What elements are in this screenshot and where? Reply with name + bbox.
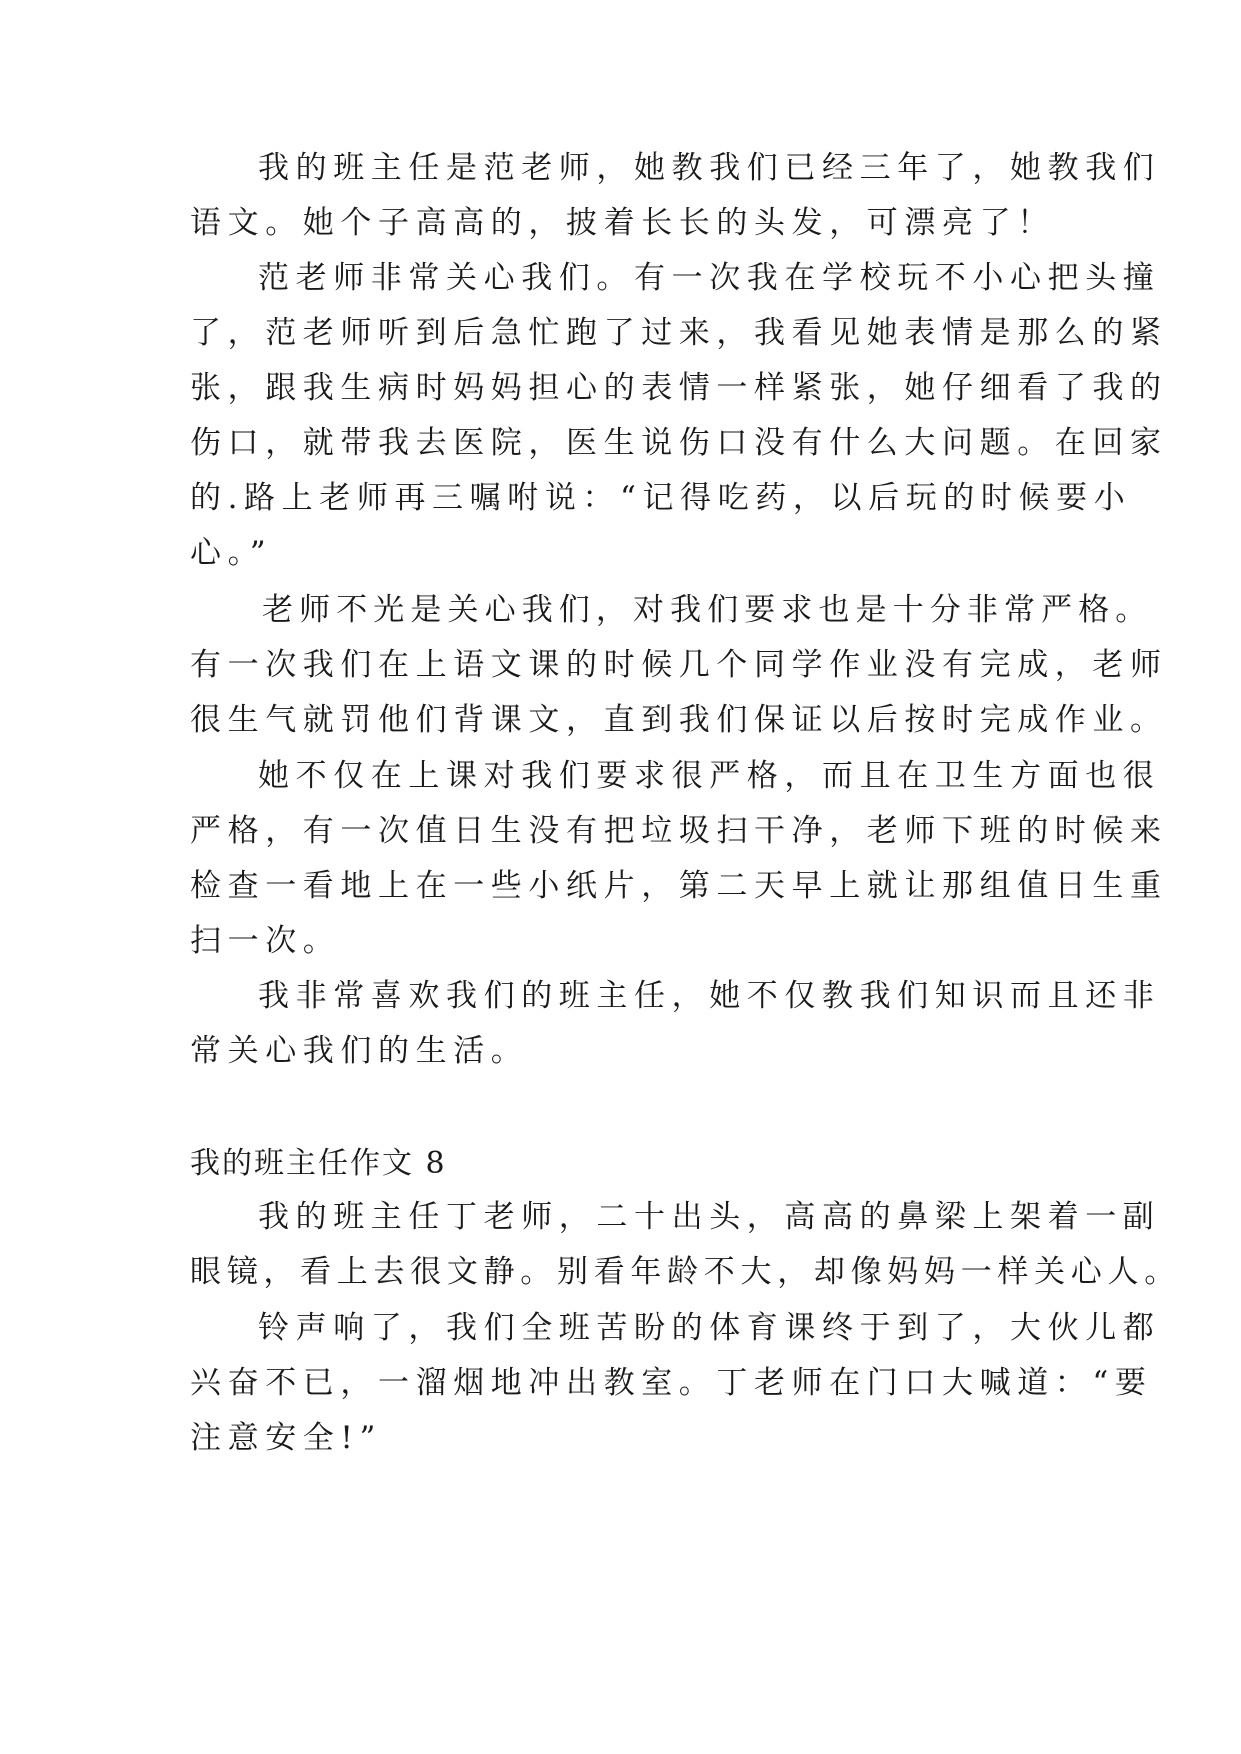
text-line: 老师不光是关心我们，对我们要求也是十分非常严格。: [262, 592, 1153, 628]
text-line: 兴奋不已，一溜烟地冲出教室。丁老师在门口大喊道：“要: [190, 1365, 1153, 1401]
text-line: 语文。她个子高高的，披着长长的头发，可漂亮了！: [190, 205, 1055, 241]
text-line: 张，跟我生病时妈妈担心的表情一样紧张，她仔细看了我的: [190, 370, 1168, 406]
text-line: 很生气就罚他们背课文，直到我们保证以后按时完成作业。: [190, 702, 1168, 738]
text-line: 了，范老师听到后急忙跑了过来，我看见她表情是那么的紧: [190, 315, 1168, 351]
text-line: 严格，有一次值日生没有把垃圾扫干净，老师下班的时候来: [190, 813, 1168, 849]
text-line: 扫一次。: [190, 923, 341, 959]
text-line: 我的班主任是范老师，她教我们已经三年了，她教我们: [258, 150, 1161, 186]
essay-title: 我的班主任作文 8: [190, 1146, 447, 1181]
text-line: 有一次我们在上语文课的时候几个同学作业没有完成，老师: [190, 647, 1168, 683]
text-line: 铃声响了，我们全班苦盼的体育课终于到了，大伙儿都: [258, 1310, 1161, 1346]
text-line: 注意安全!”: [190, 1420, 382, 1456]
text-line: 眼镜，看上去很文静。别看年龄不大，却像妈妈一样关心人。: [190, 1254, 1181, 1290]
text-line: 检查一看地上在一些小纸片，第二天早上就让那组值日生重: [190, 868, 1168, 904]
text-line: 心。”: [190, 535, 273, 571]
text-line: 的.路上老师再三嘱咐说：“记得吃药，以后玩的时候要小: [190, 480, 1132, 516]
text-line: 我的班主任丁老师，二十出头，高高的鼻梁上架着一副: [258, 1199, 1161, 1235]
text-line: 范老师非常关心我们。有一次我在学校玩不小心把头撞: [258, 260, 1161, 296]
text-line: 我非常喜欢我们的班主任，她不仅教我们知识而且还非: [258, 978, 1161, 1014]
text-line: 伤口，就带我去医院，医生说伤口没有什么大问题。在回家: [190, 425, 1168, 461]
text-line: 常关心我们的生活。: [190, 1033, 529, 1069]
text-line: 她不仅在上课对我们要求很严格，而且在卫生方面也很: [258, 758, 1161, 794]
